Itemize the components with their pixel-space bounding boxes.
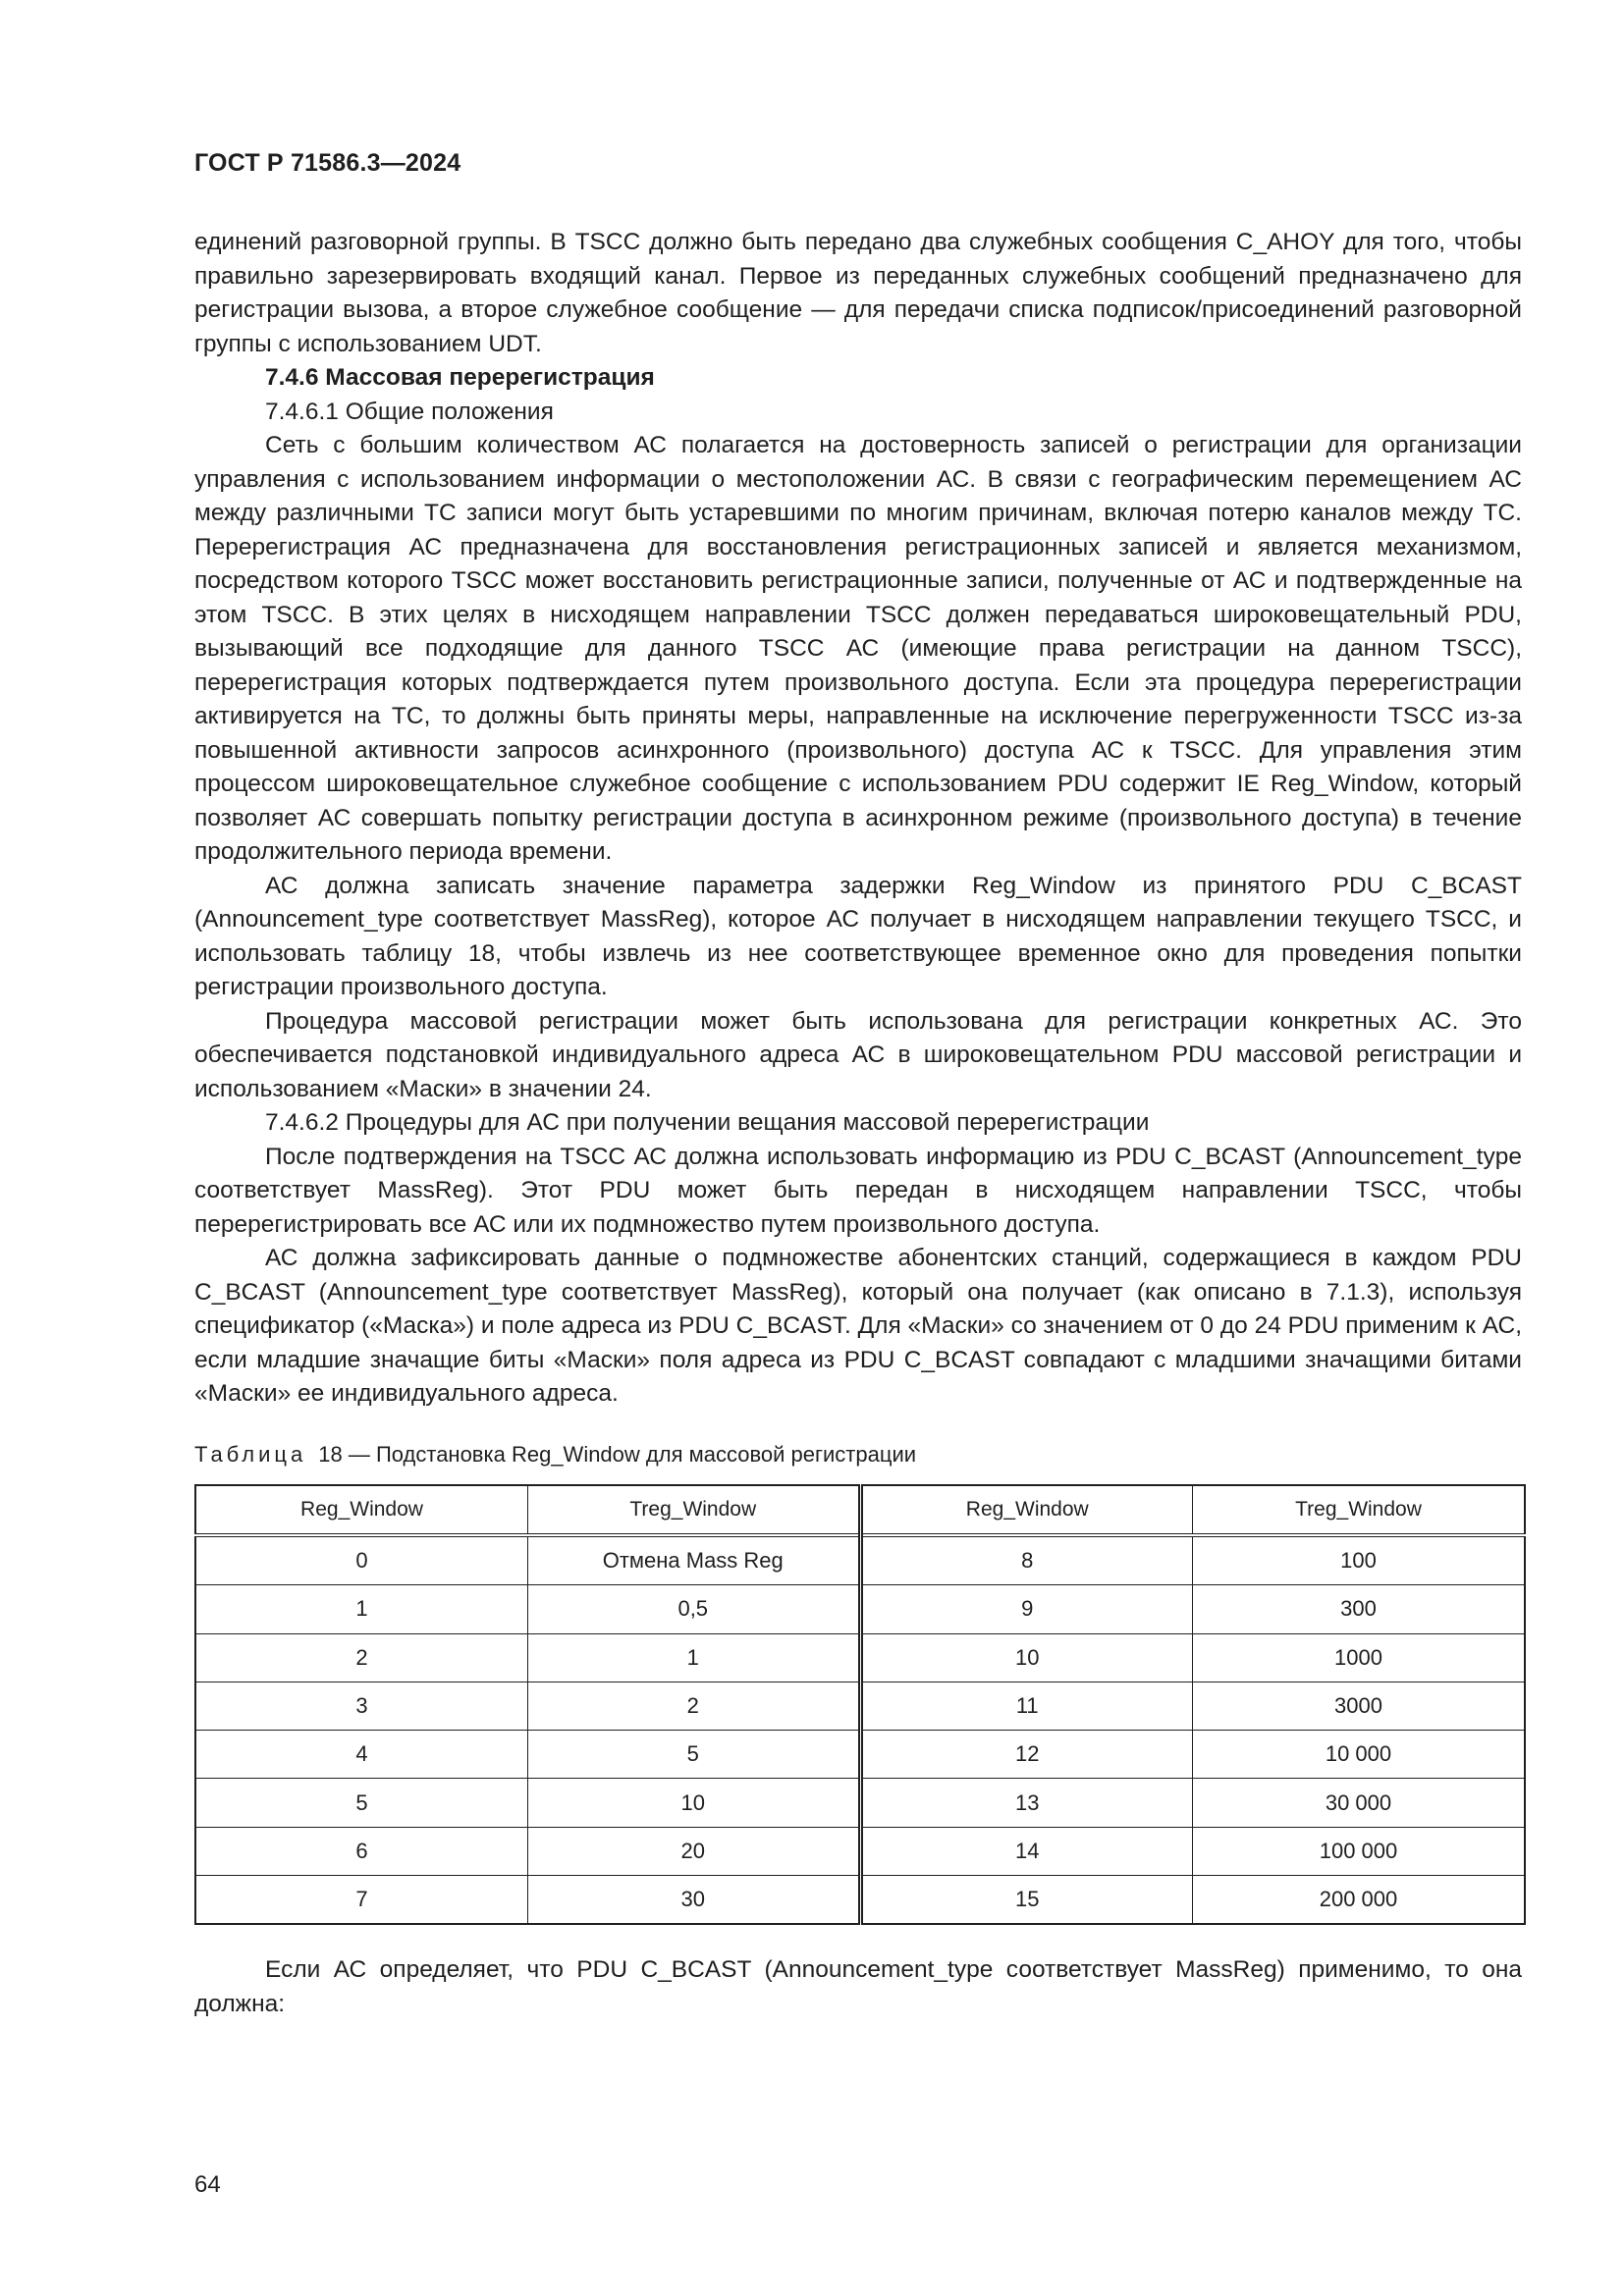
table-cell: 5 bbox=[195, 1779, 528, 1827]
table-cell: 5 bbox=[528, 1731, 861, 1779]
table-cell: 2 bbox=[195, 1633, 528, 1682]
column-header: Reg_Window bbox=[860, 1485, 1193, 1535]
table-cell: 300 bbox=[1193, 1585, 1526, 1633]
table-cell: 2 bbox=[528, 1682, 861, 1730]
section-heading-7-4-6: 7.4.6 Массовая перерегистрация bbox=[265, 364, 655, 391]
table-row bbox=[195, 1585, 1525, 1633]
subsection-heading-7-4-6-1: 7.4.6.1 Общие положения bbox=[265, 398, 554, 425]
table-cell: 1 bbox=[528, 1633, 861, 1682]
paragraph-continuation: единений разговорной группы. В TSCC должно быть передано два служебных сообщения C_AHOY для того, чтобы правильно зарезервировать входящий канал. Первое из переданных служебных сообщений предназначено для регистрации вызова, а второе служебное сообщение — для передачи списка подписок/присоединений разговорной группы с использованием UDT. bbox=[194, 229, 1522, 357]
table-cell: 20 bbox=[528, 1827, 861, 1875]
table-cell: 3000 bbox=[1193, 1682, 1526, 1730]
table-caption-label: Таблица bbox=[194, 1442, 307, 1467]
paragraph-mask-subset: АС должна зафиксировать данные о подмножестве абонентских станций, содержащиеся в каждом PDU C_BCAST (Announcement_type соответствует MassReg), который она получает (как описано в 7.1.3), используя спецификатор («Маска») и поле адреса из PDU C_BCAST. Для «Маски» со значением от 0 до 24 PDU применим к АС, если младшие значащие биты «Маски» поля адреса из PDU C_BCAST совпадают с младшими значащими битами «Маски» ее индивидуального адреса. bbox=[194, 1245, 1522, 1407]
table-row bbox=[195, 1779, 1525, 1827]
after-table-text bbox=[194, 1953, 1522, 2021]
subsection-heading-7-4-6-2: 7.4.6.2 Процедуры для АС при получении вещания массовой перерегистрации bbox=[265, 1109, 1150, 1136]
table-cell: 100 000 bbox=[1193, 1827, 1526, 1875]
table-cell: 30 bbox=[528, 1876, 861, 1925]
table-caption bbox=[194, 1440, 916, 1469]
paragraph-network-registration: Сеть с большим количеством АС полагается на достоверность записей о регистрации для организации управления с использованием информации о местоположении АС. В связи с географическим перемещением АС между различными ТС записи могут быть устаревшими по многим причинам, включая потерю каналов между ТС. Перерегистрация АС предназначена для восстановления регистрационных записей и является механизмом, посредством которого TSCC может восстановить регистрационные записи, полученные от АС и подтвержденные на этом TSCC. В этих целях в нисходящем направлении TSCC должен передаваться широковещательный PDU, вызывающий все подходящие для данного TSCC АС (имеющие права регистрации на данном TSCC), перерегистрация которых подтверждается путем произвольного доступа. Если эта процедура перерегистрации активируется на ТС, то должны быть приняты меры, направленные на исключение перегруженности TSCC из-за повышенной активности запросов асинхронного (произвольного) доступа АС к TSCC. Для управления этим процессом широковещательное служебное сообщение с использованием PDU содержит IE Reg_Window, который позволяет АС совершать попытку регистрации доступа в асинхронном режиме (произвольного доступа) в течение продолжительного периода времени. bbox=[194, 432, 1522, 865]
table-cell: 4 bbox=[195, 1731, 528, 1779]
standard-code-header: ГОСТ Р 71586.3—2024 bbox=[194, 149, 461, 177]
table-cell: Отмена Mass Reg bbox=[528, 1535, 861, 1585]
table-cell: 8 bbox=[860, 1535, 1193, 1585]
paragraph-mass-registration-procedure: Процедура массовой регистрации может быть использована для регистрации конкретных АС. Это обеспечивается подстановкой индивидуального адреса АС в широковещательном PDU массовой регистрации и использованием «Маски» в значении 24. bbox=[194, 1007, 1522, 1102]
table-row bbox=[195, 1682, 1525, 1730]
table-cell: 10 000 bbox=[1193, 1731, 1526, 1779]
table-caption-text: 18 — Подстановка Reg_Window для массовой регистрации bbox=[318, 1442, 917, 1467]
table-cell: 11 bbox=[860, 1682, 1193, 1730]
table-cell: 0 bbox=[195, 1535, 528, 1585]
table-row bbox=[195, 1827, 1525, 1875]
table-row bbox=[195, 1633, 1525, 1682]
table-cell: 10 bbox=[860, 1633, 1193, 1682]
body-text bbox=[194, 226, 1522, 1412]
table-cell: 10 bbox=[528, 1779, 861, 1827]
table-cell: 3 bbox=[195, 1682, 528, 1730]
table-cell: 1 bbox=[195, 1585, 528, 1633]
table-cell: 100 bbox=[1193, 1535, 1526, 1585]
paragraph-pdu-applicable: Если АС определяет, что PDU C_BCAST (Announcement_type соответствует MassReg) применимо, то она должна: bbox=[194, 1956, 1522, 2017]
page-number: 64 bbox=[194, 2171, 221, 2198]
table-cell: 9 bbox=[860, 1585, 1193, 1633]
column-header: Treg_Window bbox=[1193, 1485, 1526, 1535]
table-cell: 0,5 bbox=[528, 1585, 861, 1633]
column-header: Treg_Window bbox=[528, 1485, 861, 1535]
table-header-row bbox=[195, 1485, 1525, 1535]
table-row bbox=[195, 1731, 1525, 1779]
table-cell: 15 bbox=[860, 1876, 1193, 1925]
table-cell: 200 000 bbox=[1193, 1876, 1526, 1925]
table-row bbox=[195, 1535, 1525, 1585]
table-cell: 14 bbox=[860, 1827, 1193, 1875]
paragraph-after-confirmation: После подтверждения на TSCC АС должна использовать информацию из PDU C_BCAST (Announcement_type соответствует MassReg). Этот PDU может быть передан в нисходящем направлении TSCC, чтобы перерегистрировать все АС или их подмножество путем произвольного доступа. bbox=[194, 1143, 1522, 1238]
reg-window-table bbox=[194, 1484, 1526, 1925]
table-cell: 12 bbox=[860, 1731, 1193, 1779]
table-cell: 6 bbox=[195, 1827, 528, 1875]
table-cell: 7 bbox=[195, 1876, 528, 1925]
table-cell: 1000 bbox=[1193, 1633, 1526, 1682]
paragraph-reg-window-delay: АС должна записать значение параметра задержки Reg_Window из принятого PDU C_BCAST (Announcement_type соответствует MassReg), которое АС получает в нисходящем направлении текущего TSCC, и использовать таблицу 18, чтобы извлечь из нее соответствующее временное окно для проведения попытки регистрации произвольного доступа. bbox=[194, 872, 1522, 1000]
column-header: Reg_Window bbox=[195, 1485, 528, 1535]
table-cell: 13 bbox=[860, 1779, 1193, 1827]
table-cell: 30 000 bbox=[1193, 1779, 1526, 1827]
table-row bbox=[195, 1876, 1525, 1925]
